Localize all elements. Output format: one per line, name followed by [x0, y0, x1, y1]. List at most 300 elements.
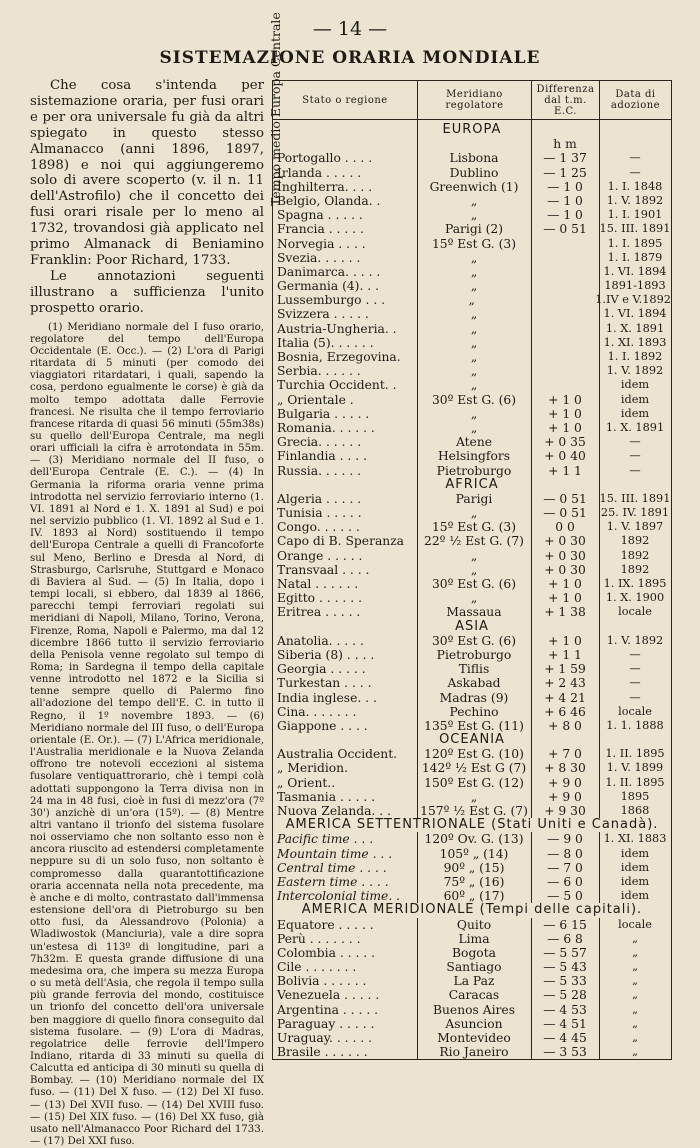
cell-region: Giappone . . . .: [277, 718, 368, 733]
cell-difference: — 8 0: [547, 846, 583, 861]
cell-meridian: Asuncion: [445, 1016, 503, 1031]
cell-meridian: „: [470, 591, 478, 606]
page-number: — 14 —: [312, 18, 388, 40]
cell-meridian: Tiflis: [458, 662, 490, 677]
cell-difference: — 1 37: [543, 151, 587, 166]
cell-region: Finlandia . . . .: [277, 449, 367, 464]
cell-meridian: „: [470, 307, 478, 322]
section-heading: [273, 123, 671, 137]
cell-meridian: „: [470, 562, 478, 577]
cell-difference: + 1 0: [548, 633, 582, 648]
header-data: Data di adozione: [599, 81, 671, 119]
cell-date: „: [632, 945, 638, 959]
cell-difference: — 5 43: [543, 960, 587, 975]
cell-meridian: 120º Est G. (10): [424, 747, 524, 762]
text-column: [30, 78, 264, 1148]
cell-date: 1. I. 1901: [607, 208, 663, 222]
cell-region: Danimarca. . . . .: [277, 264, 381, 279]
cell-meridian: Askabad: [447, 676, 501, 691]
cell-region: Australia Occident.: [277, 747, 398, 762]
table-row: [273, 407, 671, 421]
header-meridiano: Meridiano regolatore: [417, 81, 531, 119]
cell-date: idem: [620, 378, 650, 392]
cell-difference: + 1 38: [544, 605, 586, 620]
cell-region: Tasmania . . . . .: [277, 789, 376, 804]
cell-date: „: [632, 1045, 638, 1059]
cell-date: —: [629, 690, 641, 704]
cell-date: 1. V. 1892: [606, 193, 664, 207]
table-row: [273, 435, 671, 449]
cell-date: 1. 1. 1888: [606, 718, 664, 732]
cell-difference: — 0 51: [543, 491, 587, 506]
cell-meridian: „: [470, 378, 478, 393]
cell-region: „ Orientale .: [277, 392, 354, 407]
cell-date: 15. III. 1891: [599, 491, 671, 505]
table-row: [273, 804, 671, 818]
cell-date: „: [632, 1031, 638, 1044]
cell-region: [273, 137, 417, 151]
cell-region: Equatore . . . . .: [277, 917, 374, 932]
cell-region: Brasile . . . . . .: [277, 1045, 368, 1060]
table-row: [273, 194, 671, 208]
cell-region: Bolivia . . . . . .: [277, 974, 367, 989]
section-label: ASIA: [455, 618, 489, 634]
footnotes: (1) Meridiano normale del I fuso orario, regolatore del tempo dell'Europa Occidentale (E. Occ.). — (2) L'ora di Parigi ritardata di 5 minuti (per comodo dei viaggiatori ritardatari, i quali, sapendo la cosa, perdono egualmente le corse) è già da molto tempo adottata dalle Ferrovie francesi. Ne risulta che il tempo ferroviario francese ritarda di quasi 56 minuti (55m38s) su quello dell'Europa Centrale, ma negli orari ufficiali la cifra è arrotondata in 55m. — (3) Meridiano normale del II fuso, o dell'Europa Centrale (E. C.). — (4) In Germania la riforma oraria venne prima introdotta nel servizio ferroviario interno (1. VI. 1891 al Nord e 1. X. 1891 al Sud) e poi nel servizio pubblico (1. VI. 1892 al Sud e 1. IV. 1893 al Nord) sostituendo il tempo dell'Europa Centrale a quelli di Francoforte sul Meno, Berlino e Dresda al Nord, di Strasburgo, Carlsruhe, Stuttgard e Monaco di Baviera al Sud. — (5) In Italia, dopo i tempi locali, si ebbero, dal 1839 al 1866, parecchi tempi ferroviari regolati sui meridiani di Napoli, Milano, Torino, Verona, Firenze, Roma, Napoli e Palermo, ma dal 12 dicembre 1866 tutto il servizio ferroviario della Penisola venne regolato sul tempo di Roma; in Sardegna il tempo della capitale venne introdotto nel 1872 e la Sicilia si tenne sempre quello di Palermo fino all'adozione del tempo dell'E. C. in tutto il Regno, il 1º novembre 1893. — (6) Meridiano normale del III fuso, o dell'Europa orientale (E. Or.). — (7) L'Africa meridionale, l'Australia meridionale e la Nuova Zelanda offrono tre notevoli eccezioni al sistema fusolare ventiquattrorario, chè i tempi colà adottati suppongono la Terra divisa non in 24 ma in 48 fusi, cioè in fusi di mezz'ora (7º 30') anzichè di un'ora (15º). — (8) Mentre altri vantano il trionfo del sistema fusolare noi osserviamo che non soltanto esso non è ancora riuscito ad estendersi completamente neppure su di un solo fuso, non soltanto è compromesso dalla quarantottificazione oraria accennata nella nota precedente, ma è anche e di molto, contrastato dall'immensa estensione dell'ora di Pietroburgo su ben otto fusi, da Alessandrovo (Polonia) a Wladiwostok (Manciuria), vale a dire sopra un'estesa di 113º di longitudine, pari a 7h32m. E questa grande diffusione di una medesima ora, che impera su mezza Europa o su metà dell'Asia, che regola il tempo sulla più grande ferrovia del mondo, costituisce un trionfo del concetto dell'ora universale ben maggiore di quello finora conseguito dal sistema fusolare. — (9) L'ora di Madras, regolatrice delle ferrovie dell'Impero Indiano, ritarda di 33 minuti su quella di Calcutta ed anticipa di 30 minuti su quella di Bombay. — (10) Meridiano normale del IX fuso. — (11) Del X fuso. — (12) Del XI fuso. — (13) Del XVII fuso. — (14) Del XVIII fuso. — (15) Del XIX fuso. — (16) Del XX fuso, già usato nell'Almanacco Poor Richard del 1733. — (17) Del XXI fuso.: [30, 321, 264, 1148]
cell-difference: [531, 251, 599, 265]
cell-difference: + 0 30: [544, 534, 586, 549]
column-divider: [417, 120, 418, 1059]
cell-meridian: 75º „ (16): [443, 874, 505, 889]
table-row: [273, 776, 671, 790]
cell-region: Bulgaria . . . . .: [277, 406, 370, 421]
cell-difference: — 4 45: [543, 1031, 587, 1045]
cell-difference: [531, 350, 599, 364]
cell-difference: + 0 30: [544, 548, 586, 563]
cell-meridian: Buenos Aires: [432, 1002, 516, 1017]
cell-date: 1. I. 1892: [607, 350, 663, 363]
table-row: [273, 180, 671, 194]
cell-meridian: 15º Est G. (3): [431, 520, 517, 535]
cell-meridian: „: [470, 264, 478, 279]
cell-date: [599, 137, 671, 151]
page-title: SISTEMAZIONE ORARIA MONDIALE: [159, 48, 541, 68]
cell-difference: — 6 15: [543, 917, 587, 932]
cell-region: Bosnia, Erzegovina.: [277, 350, 401, 364]
table-row: [273, 492, 671, 506]
cell-region: Argentina . . . . .: [277, 1002, 379, 1017]
cell-meridian: Helsingfors: [437, 449, 511, 464]
cell-difference: + 0 35: [544, 435, 586, 450]
cell-region: Austria-Ungheria. .: [277, 321, 397, 336]
cell-date: „: [632, 1002, 638, 1016]
cell-meridian: „: [470, 279, 478, 294]
table-row: [273, 974, 671, 988]
column-divider: [531, 120, 532, 1059]
cell-region: Portogallo . . . .: [277, 151, 373, 166]
cell-meridian: 120º Ov. G. (13): [424, 832, 524, 847]
cell-date: 1. XI. 1883: [603, 832, 667, 846]
section-heading: [273, 478, 671, 492]
cell-date: locale: [618, 917, 652, 931]
cell-difference: + 7 0: [548, 747, 582, 762]
cell-region: Natal . . . . . .: [277, 577, 359, 591]
cell-difference: — 1 0: [547, 208, 583, 223]
cell-difference: [531, 322, 599, 336]
cell-date: 25. IV. 1891: [600, 506, 670, 520]
table-row: [273, 251, 671, 265]
cell-meridian: Lima: [458, 931, 490, 946]
table-row: [273, 151, 671, 165]
cell-meridian: Greenwich (1): [429, 179, 519, 194]
cell-meridian: „: [468, 293, 475, 308]
cell-difference: + 0 40: [544, 449, 586, 464]
cell-difference: [531, 364, 599, 378]
table-row: [273, 506, 671, 520]
cell-difference: [531, 307, 599, 321]
cell-meridian: „: [470, 335, 478, 350]
cell-meridian: 90º „ (15): [443, 860, 505, 875]
cell-meridian: Caracas: [448, 988, 500, 1003]
cell-date: 1.IV e V.1892: [595, 293, 671, 307]
table-row: [273, 889, 671, 903]
cell-meridian: Montevideo: [437, 1031, 511, 1045]
cell-date: locale: [618, 704, 652, 718]
cell-meridian: 22º ½ Est G. (7): [424, 534, 524, 549]
cell-region: Turkestan . . . .: [277, 676, 372, 691]
cell-difference: — 5 57: [543, 945, 587, 960]
cell-meridian: Dublino: [449, 165, 499, 180]
cell-difference: + 0 30: [544, 562, 586, 577]
cell-difference: + 1 1: [548, 463, 582, 478]
cell-region: Eastern time . . . .: [277, 874, 389, 889]
cell-date: —: [629, 463, 641, 477]
table-row: [273, 719, 671, 733]
cell-date: 1. V. 1899: [606, 761, 664, 775]
cell-date: „: [632, 931, 638, 945]
cell-region: Uraguay. . . . . .: [277, 1031, 373, 1045]
cell-date: 1. V. 1892: [606, 364, 664, 378]
cell-difference: — 0 51: [543, 222, 587, 237]
cell-meridian: „: [470, 548, 478, 563]
table-row: [273, 861, 671, 875]
cell-date: 1. X. 1891: [605, 321, 665, 335]
table-row: [273, 563, 671, 577]
cell-meridian: 150º Est G. (12): [424, 775, 524, 790]
cell-date: 1. II. 1895: [605, 747, 665, 761]
cell-meridian: „: [470, 406, 478, 421]
column-divider: [599, 120, 600, 1059]
table-row: [273, 364, 671, 378]
cell-date: „: [632, 974, 638, 988]
cell-date: „: [632, 1016, 638, 1030]
cell-difference: — 1 25: [543, 165, 587, 180]
cell-meridian: 105º „ (14): [439, 846, 509, 861]
cell-region: Anatolia. . . . .: [277, 633, 364, 648]
cell-region: Orange . . . . .: [277, 548, 363, 563]
cell-meridian: Pietroburgo: [436, 647, 512, 662]
cell-date: idem: [620, 406, 650, 420]
cell-region: Algeria . . . . .: [277, 491, 362, 506]
cell-meridian: 135º Est G. (11): [424, 718, 524, 733]
cell-region: Congo. . . . . .: [277, 520, 360, 535]
table-row: [273, 520, 671, 534]
cell-meridian: Bogota: [452, 945, 496, 960]
cell-difference: — 4 53: [543, 1002, 587, 1017]
cell-date: 1. I. 1848: [607, 179, 663, 193]
cell-difference: 0 0: [555, 520, 575, 535]
cell-difference: — 9 0: [547, 832, 583, 847]
cell-date: 1. II. 1895: [605, 775, 665, 789]
table-row: [273, 918, 671, 932]
cell-difference: — 5 33: [543, 974, 587, 989]
cell-difference: + 1 0: [548, 420, 582, 435]
cell-difference: — 1 0: [547, 193, 583, 208]
section-label: AMERICA SETTENTRIONALE (Stati Uniti e Canadà).: [285, 817, 659, 833]
cell-difference: + 4 21: [544, 690, 586, 705]
table-row: [273, 847, 671, 861]
cell-meridian: „: [470, 250, 478, 265]
cell-difference: — 3 53: [543, 1045, 587, 1060]
table-row: [273, 279, 671, 293]
table-row: [273, 932, 671, 946]
table-row: [273, 449, 671, 463]
table-row: [273, 336, 671, 350]
cell-difference: — 1 0: [547, 179, 583, 194]
cell-difference: + 2 43: [544, 676, 586, 691]
cell-region: Francia . . . . .: [277, 222, 364, 237]
cell-region: Cile . . . . . . .: [277, 960, 357, 975]
cell-meridian: Rio Janeiro: [439, 1045, 509, 1060]
cell-date: 1895: [620, 789, 650, 803]
section-heading: [273, 818, 671, 832]
table-row: [273, 662, 671, 676]
cell-region: Siberia (8) . . . .: [277, 647, 375, 662]
cell-meridian: 60º „ (17): [443, 889, 505, 904]
cell-date: 15. III. 1891: [599, 222, 671, 236]
table-row: [273, 549, 671, 563]
table-row: [273, 676, 671, 690]
cell-date: 1868: [620, 804, 650, 817]
cell-difference: + 1 59: [544, 662, 586, 677]
cell-meridian: 30º Est G. (6): [431, 392, 517, 407]
cell-date: —: [629, 647, 641, 661]
cell-date: 1. V. 1892: [606, 633, 664, 647]
cell-region: Grecia. . . . . .: [277, 435, 362, 450]
cell-date: „: [632, 988, 638, 1002]
table-row: [273, 166, 671, 180]
table-row: [273, 222, 671, 236]
cell-difference: [528, 293, 595, 307]
table-row: [273, 605, 671, 619]
table-row: [273, 946, 671, 960]
cell-meridian: „: [470, 193, 478, 208]
section-label: EUROPA: [442, 122, 502, 137]
cell-meridian: 30º Est G. (6): [431, 633, 517, 648]
table-row: [273, 1003, 671, 1017]
cell-date: 1. I. 1895: [607, 236, 663, 250]
header-differenza: Differenza dal t.m. E.C.: [531, 81, 599, 119]
cell-difference: — 7 0: [547, 860, 583, 875]
cell-meridian: Parigi: [455, 491, 493, 506]
cell-region: Cina. . . . . . .: [277, 704, 357, 719]
table-row: [273, 705, 671, 719]
cell-region: Venezuela . . . . .: [277, 988, 380, 1003]
cell-date: idem: [620, 392, 650, 406]
cell-region: Paraguay . . . . .: [277, 1016, 375, 1031]
cell-difference: + 1 0: [548, 406, 582, 421]
cell-meridian: Massaua: [446, 605, 502, 620]
cell-region: Tunisia . . . . .: [277, 506, 362, 521]
cell-date: 1. I. 1879: [607, 250, 663, 264]
cell-date: idem: [620, 860, 650, 874]
section-label: AFRICA: [445, 476, 499, 492]
section-heading: [273, 733, 671, 747]
table-row: [273, 691, 671, 705]
cell-meridian: Santiago: [446, 960, 502, 975]
cell-meridian: La Paz: [453, 974, 495, 989]
cell-meridian: Quito: [456, 917, 492, 932]
table-row: [273, 322, 671, 336]
cell-meridian: „: [470, 208, 478, 223]
cell-meridian: 157º ½ Est G. (7): [420, 804, 528, 818]
section-label: OCEANIA: [439, 732, 505, 748]
cell-date: —: [629, 151, 641, 165]
table-row: [273, 464, 671, 478]
cell-difference: — 6 8: [547, 931, 583, 946]
cell-region: Egitto . . . . . .: [277, 591, 362, 606]
cell-date: —: [629, 662, 641, 676]
cell-date: locale: [618, 605, 652, 619]
table-row: [273, 1045, 671, 1059]
cell-region: Turchia Occident. .: [277, 378, 397, 393]
cell-region: Nuova Zelanda. . .: [277, 804, 392, 818]
cell-meridian: „: [470, 350, 478, 364]
table-row: [273, 747, 671, 761]
section-label: AMERICA MERIDIONALE (Tempi delle capitali).: [301, 902, 643, 918]
table-row: [273, 393, 671, 407]
cell-difference: — 6 0: [547, 874, 583, 889]
cell-region: Svizzera . . . . .: [277, 307, 369, 322]
table-row: [273, 137, 671, 151]
cell-meridian: Pechino: [449, 704, 499, 719]
cell-date: 1. VI. 1894: [603, 307, 667, 321]
table-row: [273, 208, 671, 222]
cell-date: idem: [620, 846, 650, 860]
table-row: [273, 293, 671, 307]
cell-date: —: [629, 449, 641, 463]
cell-difference: + 9 0: [548, 789, 582, 804]
cell-date: —: [629, 165, 641, 179]
cell-region: Transvaal . . . .: [277, 562, 370, 577]
table-row: [273, 832, 671, 846]
cell-date: 1892: [620, 548, 650, 562]
table-row: [273, 790, 671, 804]
cell-region: Irlanda . . . . .: [277, 165, 362, 180]
cell-date: „: [632, 960, 638, 974]
cell-region: Capo di B. Speranza: [277, 534, 405, 549]
table-row: [273, 237, 671, 251]
cell-region: Italia (5). . . . . .: [277, 335, 374, 350]
cell-meridian: „: [470, 420, 478, 435]
table-row: [273, 634, 671, 648]
cell-region: India inglese. . .: [277, 690, 377, 705]
cell-difference: [531, 378, 599, 392]
cell-region: Belgio, Olanda. .: [277, 193, 381, 208]
table-row: [273, 307, 671, 321]
cell-difference: + 1 0: [548, 577, 582, 591]
cell-meridian: „: [470, 364, 478, 379]
cell-difference: + 8 0: [548, 718, 582, 733]
cell-difference: + 1 1: [548, 647, 582, 662]
cell-difference: + 8 30: [544, 761, 586, 776]
intro-paragraph-2: Le annotazioni seguenti illustrano a sufficienza l'unito prospetto orario.: [30, 268, 264, 316]
table-header: [273, 81, 671, 120]
cell-region: Lussemburgo . . .: [277, 293, 386, 308]
cell-region: Central time . . . .: [277, 860, 387, 875]
intro-paragraph: Che cosa s'intenda per sistemazione oraria, per fusi orari e per ora universale fu già da altri spiegato in questo stesso Almanacco (anni 1896, 1897, 1898) e noi qui aggiungeremo solo di avere scoperto (v. il n. 11 dell'Astrofilo) che il concetto dei fusi orari risale per lo meno al 1732, trovandosi già applicato nel primo Almanack di Beniamino Franklin: Poor Richard, 1733.: [30, 78, 264, 268]
cell-date: 1892: [620, 562, 650, 576]
cell-region: Norvegia . . . .: [277, 236, 366, 251]
cell-difference: + 9 30: [544, 804, 586, 818]
cell-difference: — 0 51: [543, 506, 587, 521]
cell-region: Colombia . . . . .: [277, 945, 376, 960]
table-row: [273, 648, 671, 662]
cell-meridian: „: [470, 506, 478, 521]
cell-region: Germania (4). . .: [277, 279, 380, 294]
section-heading: [273, 620, 671, 634]
cell-difference: — 4 51: [543, 1016, 587, 1031]
cell-region: Inghilterra. . . .: [277, 179, 373, 194]
cell-meridian: Parigi (2): [445, 222, 503, 237]
cell-difference: — 5 28: [543, 988, 587, 1003]
vertical-note: Tempo medio Europa Centrale: [268, 12, 283, 206]
cell-region: Eritrea . . . . .: [277, 605, 361, 620]
cell-difference: + 1 0: [548, 591, 582, 606]
cell-date: idem: [620, 889, 650, 903]
cell-difference: h m: [553, 137, 577, 152]
cell-date: 1891-1893: [604, 279, 666, 293]
table-row: [273, 1031, 671, 1045]
cell-meridian: 142º ½ Est G (7): [421, 761, 527, 776]
cell-region: Mountain time . . .: [277, 846, 393, 861]
cell-meridian: [417, 137, 531, 151]
table-row: [273, 350, 671, 364]
table-row: [273, 265, 671, 279]
cell-date: 1. XI. 1893: [603, 335, 667, 349]
table-row: [273, 761, 671, 775]
cell-meridian: Pietroburgo: [436, 463, 512, 478]
table-row: [273, 960, 671, 974]
cell-date: —: [629, 435, 641, 449]
table-row: [273, 591, 671, 605]
cell-difference: [531, 336, 599, 350]
cell-region: Svezia. . . . . .: [277, 250, 361, 265]
table-row: [273, 577, 671, 591]
cell-region: Romania. . . . . .: [277, 420, 375, 435]
cell-region: Spagna . . . . .: [277, 208, 363, 223]
cell-difference: [531, 279, 599, 293]
cell-difference: + 9 0: [548, 775, 582, 790]
time-zone-table: [272, 80, 672, 1060]
cell-region: Russia. . . . . .: [277, 463, 362, 478]
table-row: [273, 534, 671, 548]
section-heading: [273, 903, 671, 917]
cell-region: Serbia. . . . . .: [277, 364, 361, 379]
cell-meridian: 15º Est G. (3): [431, 236, 517, 251]
table-row: [273, 421, 671, 435]
cell-region: „ Meridion.: [277, 761, 348, 776]
cell-date: 1. V. 1897: [606, 520, 664, 534]
